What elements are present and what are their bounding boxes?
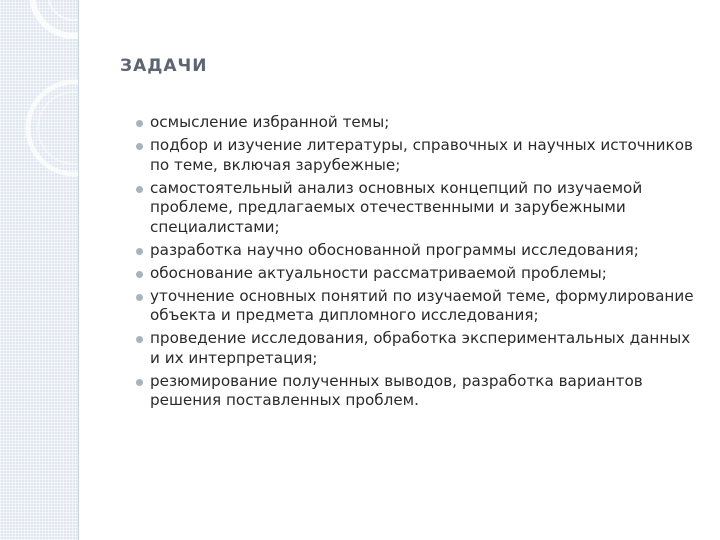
bullet-dot-icon (136, 379, 143, 386)
bullet-dot-icon (136, 143, 143, 150)
list-item (136, 372, 696, 411)
list-item-text: осмысление избранной темы; (150, 113, 390, 131)
bullet-dot-icon (136, 248, 143, 255)
list-item (136, 264, 696, 284)
decorative-side-panel (0, 0, 79, 540)
list-item-text: самостоятельный анализ основных концепций по изучаемой проблеме, предлагаемых отечественными и зарубежными специалистами; (150, 178, 643, 236)
list-item (136, 241, 696, 261)
list-item-text: подбор и изучение литературы, справочных и научных источников по теме, включая зарубежные; (150, 136, 693, 174)
list-item (136, 287, 696, 326)
bullet-dot-icon (136, 294, 143, 301)
list-item (136, 113, 696, 133)
list-item-text: проведение исследования, обработка экспериментальных данных и их интерпретация; (150, 329, 691, 367)
list-item-text: обоснование актуальности рассматриваемой проблемы; (150, 263, 607, 282)
list-item-text: уточнение основных понятий по изучаемой теме, формулирование объекта и предмета дипломного исследования; (150, 286, 694, 324)
page-title: ЗАДАЧИ (120, 56, 208, 76)
list-item (136, 329, 696, 368)
list-item (136, 179, 696, 238)
list-item (136, 136, 696, 175)
list-item-text: резюмирование полученных выводов, разработка вариантов решения поставленных проблем. (150, 371, 643, 409)
bullet-dot-icon (136, 186, 143, 193)
list-item-text: разработка научно обоснованной программы исследования; (150, 240, 639, 259)
bullet-dot-icon (136, 271, 143, 278)
bullet-dot-icon (136, 336, 143, 343)
task-list (136, 113, 696, 414)
bullet-dot-icon (136, 120, 143, 127)
decorative-circles-icon (0, 0, 78, 200)
